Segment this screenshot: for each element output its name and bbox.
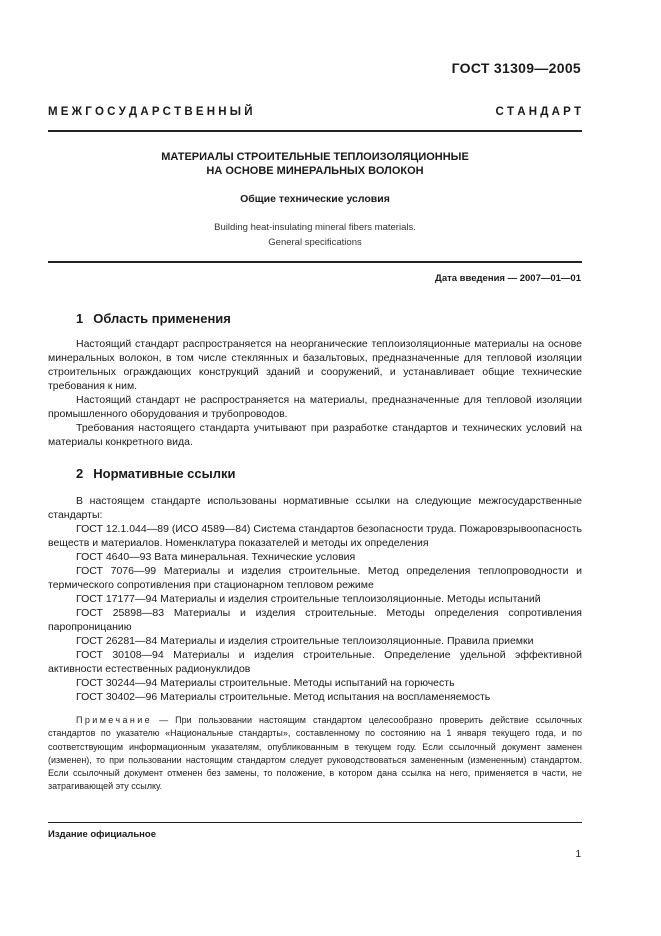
english-title [48, 220, 582, 250]
header-divider [48, 130, 582, 132]
page-number: 1 [575, 849, 581, 860]
section-2-heading [76, 466, 235, 481]
title-divider [48, 261, 582, 263]
document-subtitle: Общие технические условия [240, 193, 390, 205]
reference-item: ГОСТ 7076—99 Материалы и изделия строительные. Метод определения теплопроводности и термического сопротивления при стационарном тепловом режиме [48, 565, 582, 591]
note-label: Примечание [76, 715, 153, 725]
standard-banner [48, 106, 581, 118]
reference-item: ГОСТ 30244—94 Материалы строительные. Методы испытаний на горючесть [76, 677, 455, 689]
section-1-paragraph: Настоящий стандарт распространяется на неорганические теплоизоляционные материалы на основе минеральных волокон, в том числе стеклянных и базальтовых, предназначенные для тепловой изоляции строительных ограждающих конструкций зданий и сооружений, и устанавливает общие технические требования к ним. [48, 338, 582, 392]
reference-item: ГОСТ 4640—93 Вата минеральная. Технические условия [76, 551, 356, 563]
section-2-intro: В настоящем стандарте использованы нормативные ссылки на следующие межгосударственные стандарты: [48, 495, 582, 521]
section-1-paragraph: Настоящий стандарт не распространяется на материалы, предназначенные для тепловой изоляции промышленного оборудования и трубопроводов. [48, 394, 582, 420]
note-text: — При пользовании настоящим стандартом целесообразно проверить действие ссылочных стандартов по указателю «Национальные стандарты», составленному по состоянию на 1 января текущего года, и по соответствующим информационным указателям, опубликованным в текущем году. Если ссылочный документ заменен (изменен), то при пользовании настоящим стандартом следует руководствоваться замененным (измененным) стандартом. Если ссылочный документ отменен без замены, то положение, в котором дана ссылка на него, применяется в части, не затрагивающей эту ссылку. [48, 715, 582, 792]
official-edition-label: Издание официальное [48, 829, 156, 840]
section-2-body [48, 494, 582, 704]
section-1-body [48, 337, 582, 449]
reference-item: ГОСТ 17177—94 Материалы и изделия строительные теплоизоляционные. Методы испытаний [76, 593, 541, 605]
introduction-date: Дата введения — 2007—01—01 [435, 273, 581, 284]
reference-item: ГОСТ 30402—96 Материалы строительные. Метод испытания на воспламеняемость [76, 691, 491, 703]
document-title [48, 150, 582, 178]
title-line-1: МАТЕРИАЛЫ СТРОИТЕЛЬНЫЕ ТЕПЛОИЗОЛЯЦИОННЫЕ [161, 151, 469, 163]
section-1-number: 1 [76, 311, 84, 326]
section-2-title: Нормативные ссылки [93, 466, 236, 481]
title-line-2: НА ОСНОВЕ МИНЕРАЛЬНЫХ ВОЛОКОН [206, 165, 424, 177]
section-1-heading [76, 311, 231, 326]
banner-word-interstate: М Е Ж Г О С У Д А Р С Т В Е Н Н Ы Й [48, 106, 253, 118]
reference-item: ГОСТ 25898—83 Материалы и изделия строительные. Методы определения сопротивления паропроницанию [48, 607, 582, 633]
section-2-number: 2 [76, 466, 84, 481]
english-title-line-2: General specifications [268, 237, 362, 248]
reference-note [48, 714, 582, 794]
banner-word-standard: С Т А Н Д А Р Т [495, 106, 581, 118]
section-1-title: Область применения [93, 311, 231, 326]
reference-item: ГОСТ 30108—94 Материалы и изделия строительные. Определение удельной эффективной активности естественных радионуклидов [48, 649, 582, 675]
footer-divider [48, 822, 582, 823]
document-number: ГОСТ 31309—2005 [451, 60, 581, 76]
section-1-paragraph: Требования настоящего стандарта учитывают при разработке стандартов и технических условий на материалы конкретного вида. [48, 422, 582, 448]
reference-item: ГОСТ 26281—84 Материалы и изделия строительные теплоизоляционные. Правила приемки [76, 635, 534, 647]
english-title-line-1: Building heat-insulating mineral fibers materials. [214, 222, 416, 233]
reference-item: ГОСТ 12.1.044—89 (ИСО 4589—84) Система стандартов безопасности труда. Пожаровзрывоопасность веществ и материалов. Номенклатура показателей и методы их определения [48, 523, 582, 549]
